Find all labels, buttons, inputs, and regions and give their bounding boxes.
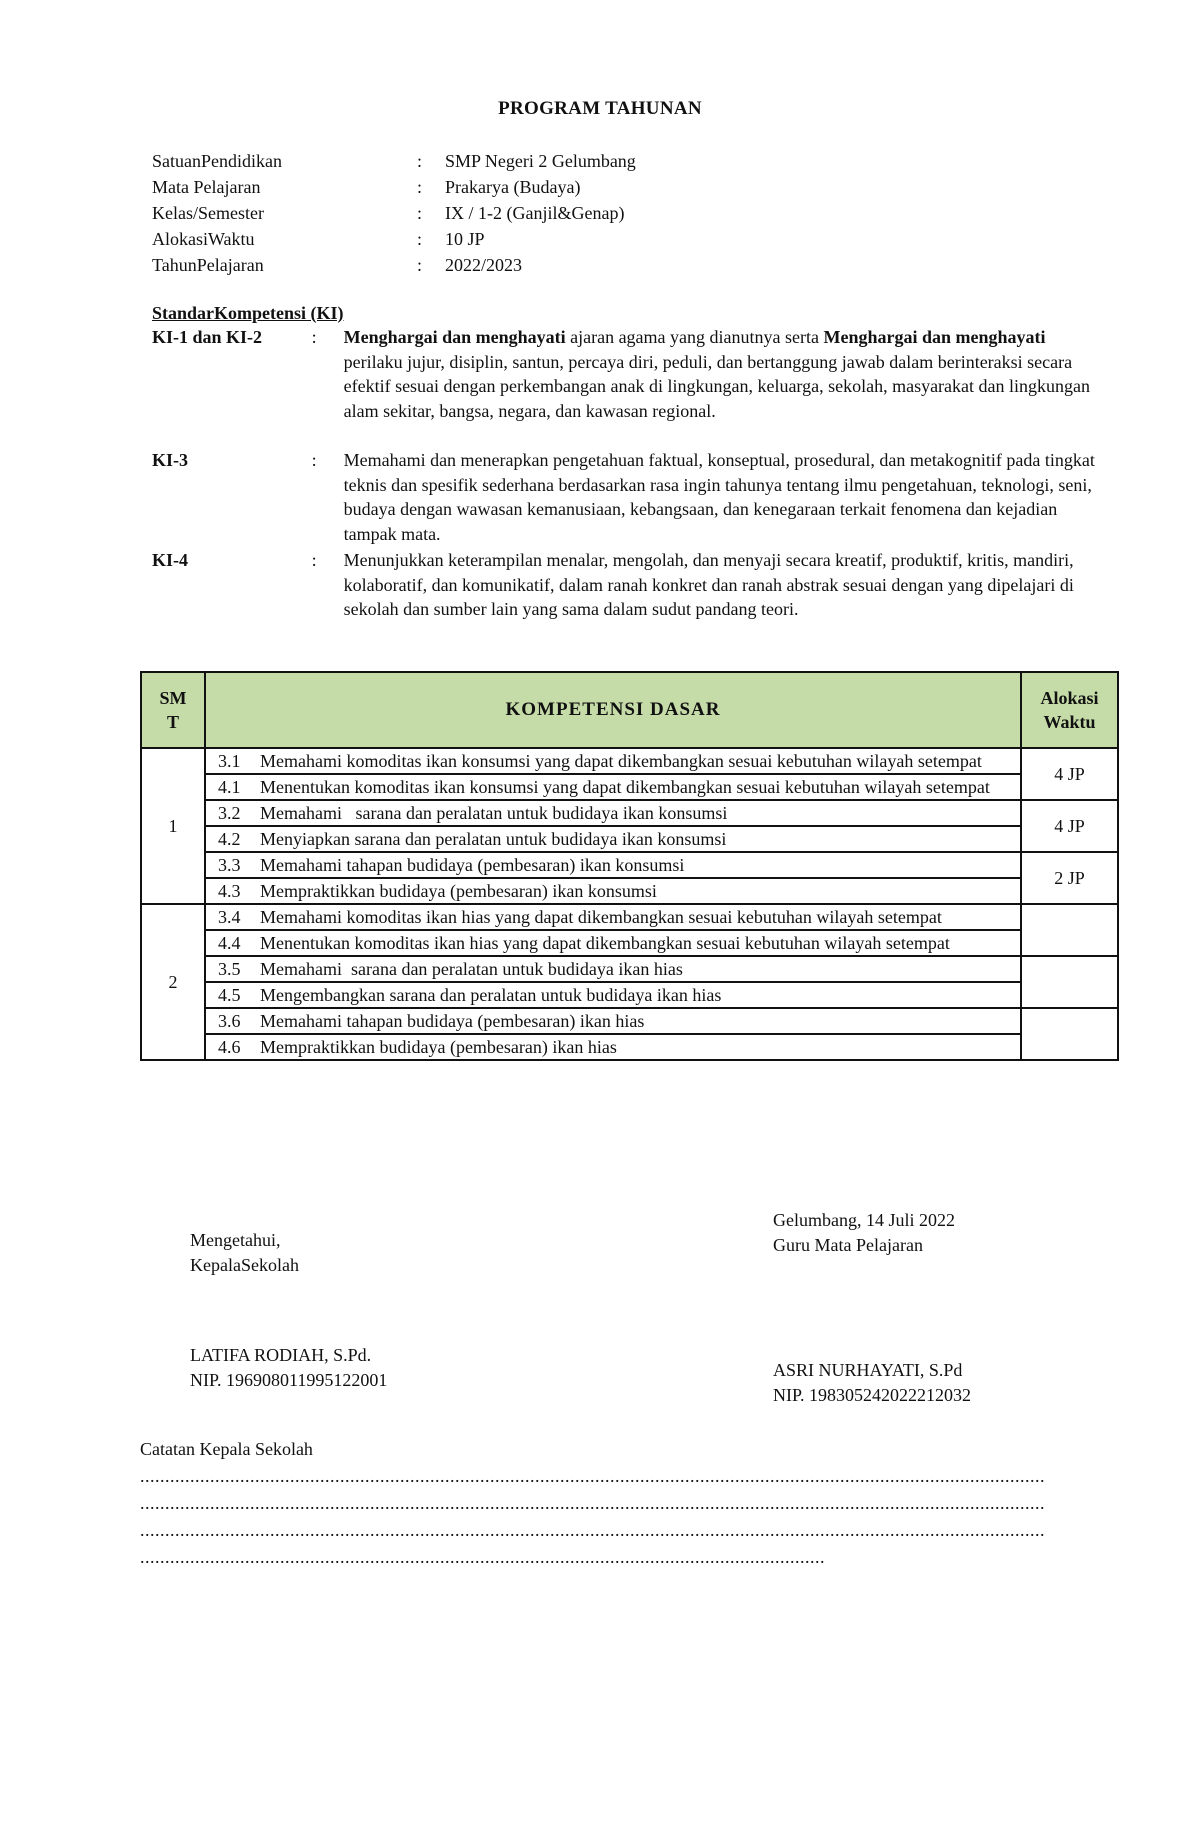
ki-text: Memahami dan menerapkan pengetahuan faktual, konseptual, prosedural, dan metakognitif pada tingkat teknis dan spesifik sederhana berdasarkan rasa ingin tahunya tentang ilmu pengetahuan, teknologi, seni, budaya dengan wawasan kemanusiaan, kebangsaan, dan kenegaraan terkait fenomena dan kejadian tampak mata. [343,450,1095,544]
kd-number: 4.3 [218,881,241,901]
identity-row [152,148,636,174]
ki-colon: : [311,550,317,570]
kd-number: 4.1 [218,777,241,797]
kd-cell [205,904,1021,930]
principal-nip: NIP. 196908011995122001 [190,1370,388,1390]
signature-place-date: Gelumbang, 14 Juli 2022 [773,1210,955,1230]
document-title: PROGRAM TAHUNAN [498,98,702,119]
ki-label: KI-3 [152,450,188,470]
principal-name: LATIFA RODIAH, S.Pd. [190,1345,372,1365]
kd-cell [205,982,1021,1008]
kd-cell [205,956,1021,982]
signature-right-role: Guru Mata Pelajaran [773,1235,923,1255]
signature-left-line2: KepalaSekolah [190,1255,299,1275]
identity-row [152,252,636,278]
kd-cell [205,852,1021,878]
kd-cell [205,1008,1021,1034]
kd-number: 3.1 [218,751,241,771]
signature-right-name-block [773,1358,971,1408]
alokasi-cell-empty [1021,904,1118,956]
signature-left [190,1228,299,1278]
signature-right [773,1208,955,1258]
kd-number: 3.4 [218,907,241,927]
kd-text: Memahami sarana dan peralatan untuk budidaya ikan konsumsi [260,803,728,823]
kd-cell [205,930,1021,956]
kd-number: 4.4 [218,933,241,953]
table-row [141,1034,1118,1060]
identity-label: SatuanPendidikan [152,151,282,171]
notes-line[interactable]: ..................................................................................................................................................................................... [140,1520,1045,1540]
table-row [141,774,1118,800]
ki-heading: StandarKompetensi (KI) [152,303,344,323]
alokasi-cell-empty [1021,956,1118,1008]
kd-text: Memahami komoditas ikan hias yang dapat dikembangkan sesuai kebutuhan wilayah setempat [260,907,942,927]
table-row [141,878,1118,904]
identity-colon: : [417,177,423,197]
table-row [141,956,1118,982]
identity-colon: : [417,255,423,275]
ki-label: KI-4 [152,550,188,570]
kd-text: Mengembangkan sarana dan peralatan untuk budidaya ikan hias [260,985,722,1005]
notes-line[interactable]: ..................................................................................................................................................................................... [140,1493,1045,1513]
identity-colon: : [417,151,423,171]
ki-text-part: ajaran agama yang dianutnya serta [565,327,824,347]
kd-text: Memahami sarana dan peralatan untuk budidaya ikan hias [260,959,683,979]
identity-value: IX / 1-2 (Ganjil&Genap) [445,203,625,223]
ki-4-block [152,548,1102,622]
identity-value: 10 JP [445,229,485,249]
kd-text: Memahami tahapan budidaya (pembesaran) ikan konsumsi [260,855,685,875]
table-header-row [141,672,1118,748]
alokasi-cell: 4 JP [1021,800,1118,852]
header-smt: SMT [141,672,205,748]
ki-text [344,325,1102,423]
identity-row [152,200,636,226]
header-kompetensi: KOMPETENSI DASAR [205,672,1021,748]
table-row [141,800,1118,826]
table-row [141,748,1118,774]
identity-colon: : [417,203,423,223]
ki-colon: : [311,450,317,470]
kd-text: Memahami komoditas ikan konsumsi yang dapat dikembangkan sesuai kebutuhan wilayah setempat [260,751,982,771]
ki-label: KI-1 dan KI-2 [152,327,263,347]
ki-colon: : [311,327,317,347]
kd-number: 3.3 [218,855,241,875]
identity-block [152,148,636,278]
kd-text: Menentukan komoditas ikan konsumsi yang dapat dikembangkan sesuai kebutuhan wilayah setempat [260,777,990,797]
table-row [141,1008,1118,1034]
kd-text: Mempraktikkan budidaya (pembesaran) ikan konsumsi [260,881,657,901]
teacher-nip: NIP. 198305242022212032 [773,1385,972,1405]
kd-text: Mempraktikkan budidaya (pembesaran) ikan hias [260,1037,617,1057]
table-row [141,982,1118,1008]
ki-bold-text: Menghargai dan menghayati [343,327,566,347]
notes-line[interactable]: ..................................................................................................................................................................................... [140,1466,1045,1486]
alokasi-cell: 2 JP [1021,852,1118,904]
signature-left-name-block [190,1343,387,1393]
identity-value: Prakarya (Budaya) [445,177,581,197]
principal-notes [140,1435,1110,1571]
ki-text: Menunjukkan keterampilan menalar, mengolah, dan menyaji secara kreatif, produktif, kritis, mandiri, kolaboratif, dan komunikatif, dalam ranah konkret dan ranah abstrak sesuai dengan yang dipelajari di sekolah dan sumber lain yang sama dalam sudut pandang teori. [343,550,1074,619]
kd-number: 4.6 [218,1037,241,1057]
identity-colon: : [417,229,423,249]
kd-number: 3.6 [218,1011,241,1031]
header-alokasi: Alokasi Waktu [1021,672,1118,748]
kd-text: Menentukan komoditas ikan hias yang dapat dikembangkan sesuai kebutuhan wilayah setempat [260,933,950,953]
identity-label: Kelas/Semester [152,203,264,223]
identity-label: Mata Pelajaran [152,177,261,197]
kd-cell [205,774,1021,800]
identity-label: AlokasiWaktu [152,229,255,249]
semester-cell: 1 [141,748,205,904]
notes-title: Catatan Kepala Sekolah [140,1439,313,1459]
identity-label: TahunPelajaran [152,255,264,275]
alokasi-cell-empty [1021,1008,1118,1060]
kd-number: 3.2 [218,803,241,823]
table-row [141,852,1118,878]
kd-cell [205,878,1021,904]
notes-line[interactable]: ......................................................................................................................................... [140,1547,825,1567]
kd-number: 3.5 [218,959,241,979]
ki-bold-text: Menghargai dan menghayati [823,327,1046,347]
kd-cell [205,826,1021,852]
table-row [141,904,1118,930]
identity-value: 2022/2023 [445,255,523,275]
ki-1-2-block [152,325,1102,423]
table-row [141,826,1118,852]
kd-text: Memahami tahapan budidaya (pembesaran) ikan hias [260,1011,645,1031]
kd-number: 4.2 [218,829,241,849]
semester-cell: 2 [141,904,205,1060]
kd-number: 4.5 [218,985,241,1005]
ki-text-part: perilaku jujur, disiplin, santun, percaya diri, peduli, dan bertanggung jawab dalam berinteraksi secara efektif sesuai dengan perkembangan anak di lingkungan, keluarga, sekolah, masyarakat dan lingkungan alam sekitar, bangsa, negara, dan kawasan regional. [343,351,1091,421]
identity-value: SMP Negeri 2 Gelumbang [445,151,636,171]
teacher-name: ASRI NURHAYATI, S.Pd [773,1360,963,1380]
table-row [141,930,1118,956]
kd-cell [205,1034,1021,1060]
ki-3-block [152,448,1102,546]
kd-text: Menyiapkan sarana dan peralatan untuk budidaya ikan konsumsi [260,829,727,849]
signature-left-line1: Mengetahui, [190,1230,281,1250]
kd-cell [205,748,1021,774]
identity-row [152,226,636,252]
alokasi-cell: 4 JP [1021,748,1118,800]
kompetensi-table [140,671,1119,1061]
identity-row [152,174,636,200]
kd-cell [205,800,1021,826]
